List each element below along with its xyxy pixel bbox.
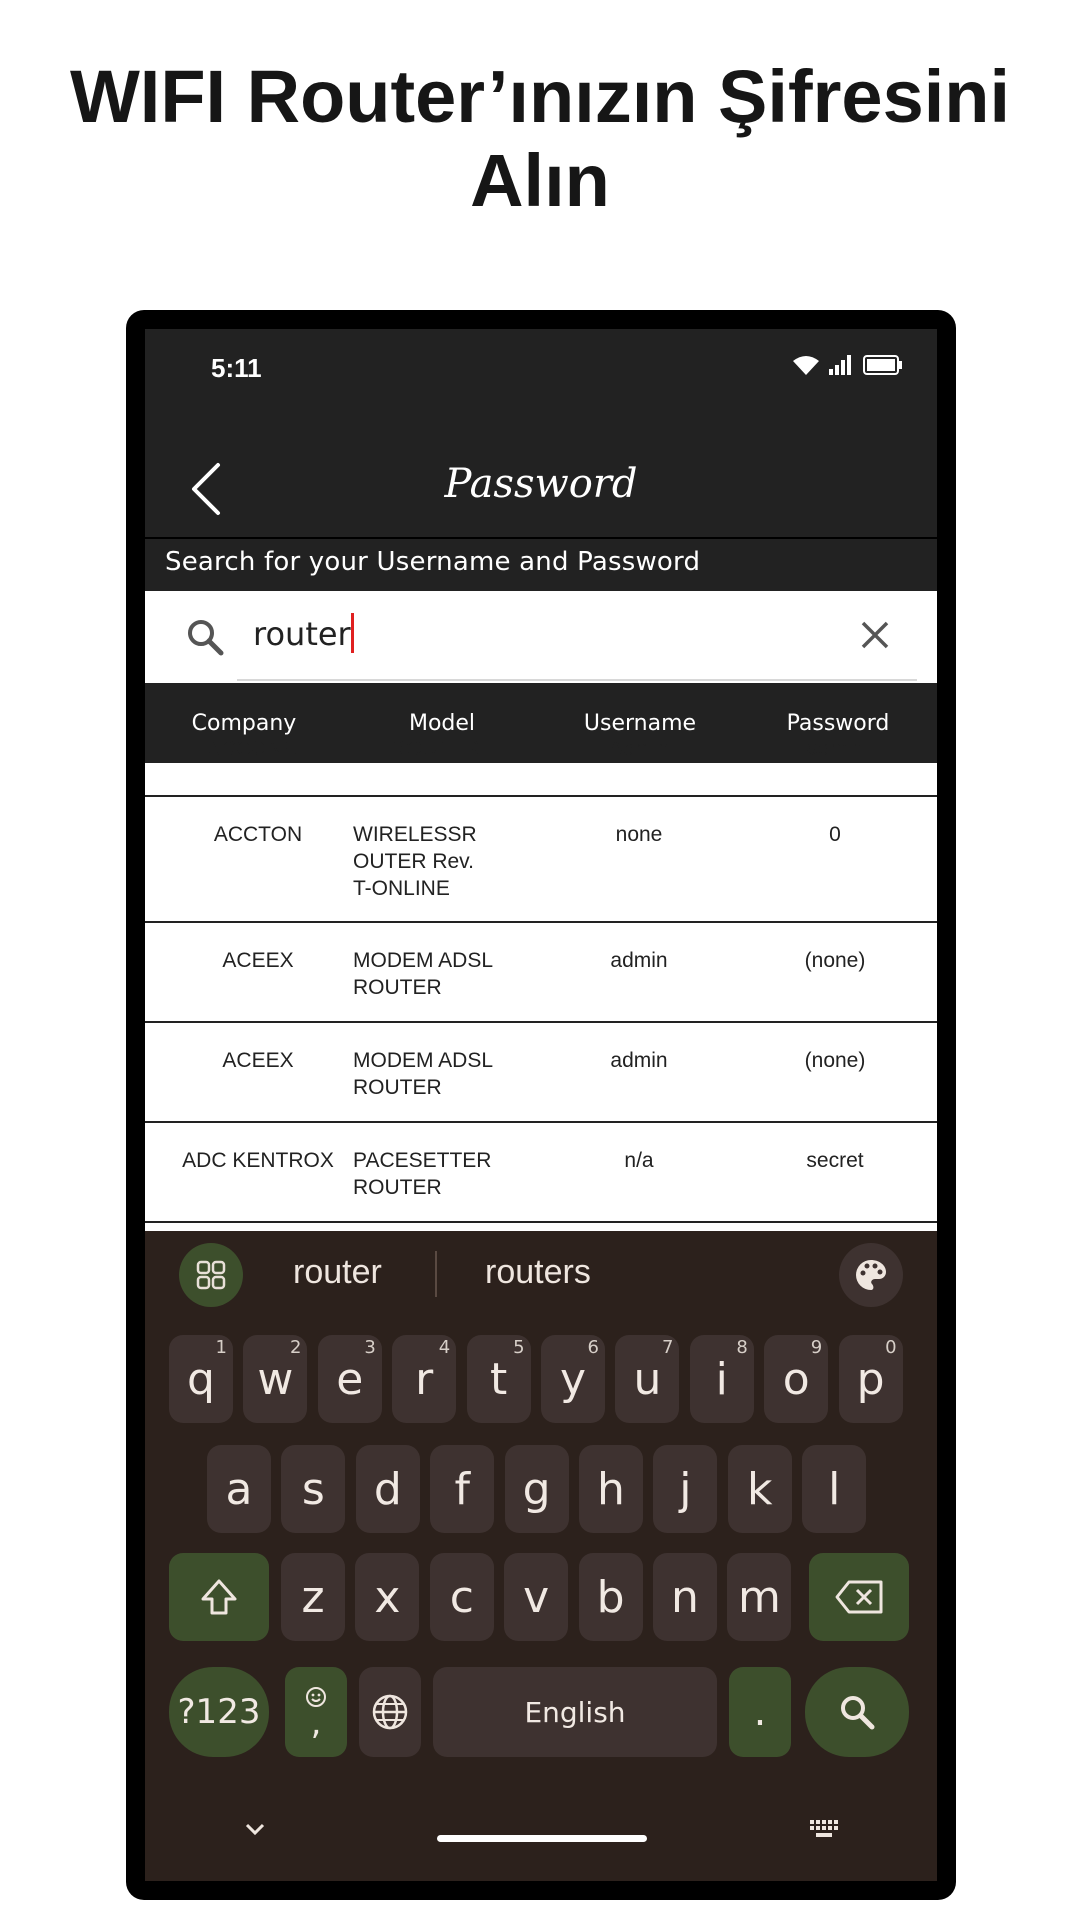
key-f[interactable]	[430, 1445, 494, 1533]
key-p[interactable]	[839, 1335, 903, 1423]
key-label: z	[301, 1571, 325, 1623]
key-u[interactable]	[615, 1335, 679, 1423]
table-row[interactable]	[145, 1023, 937, 1123]
emoji-comma-key[interactable]	[285, 1667, 347, 1757]
key-hint: 5	[513, 1337, 525, 1358]
backspace-key[interactable]	[809, 1553, 909, 1641]
key-hint: 3	[364, 1337, 376, 1358]
phone-frame	[126, 310, 956, 1900]
wifi-icon	[793, 355, 819, 375]
search-underline	[237, 679, 917, 681]
key-s[interactable]	[281, 1445, 345, 1533]
key-d[interactable]	[356, 1445, 420, 1533]
status-icons	[793, 355, 903, 375]
key-n[interactable]	[653, 1553, 717, 1641]
key-label: e	[336, 1353, 364, 1405]
key-label: j	[679, 1463, 692, 1515]
key-label: b	[596, 1571, 625, 1623]
key-j[interactable]	[653, 1445, 717, 1533]
backspace-icon	[835, 1580, 883, 1614]
home-indicator[interactable]	[437, 1835, 647, 1842]
divider	[145, 537, 937, 539]
results-table[interactable]	[145, 737, 937, 1231]
key-x[interactable]	[355, 1553, 419, 1641]
table-row[interactable]	[145, 1123, 937, 1223]
key-b[interactable]	[579, 1553, 643, 1641]
key-hint: 4	[438, 1337, 451, 1358]
key-label: q	[187, 1353, 215, 1405]
promo-line-1: WIFI Router’ınızın Şifresini	[69, 55, 1011, 138]
key-hint: 2	[289, 1337, 302, 1358]
status-time: 5:11	[211, 353, 262, 383]
text-caret	[351, 613, 354, 653]
symbols-key[interactable]: ?123	[169, 1667, 269, 1757]
promo-line-2: Alın	[470, 139, 610, 222]
column-header-model: Model	[408, 710, 476, 736]
key-o[interactable]	[764, 1335, 828, 1423]
search-icon	[185, 617, 225, 657]
cell-model-line: ROUTER	[353, 1076, 442, 1099]
cell-password: admin	[806, 737, 864, 760]
key-label: c	[449, 1571, 474, 1623]
key-label: i	[715, 1353, 728, 1405]
cell-model	[353, 1147, 513, 1201]
table-row[interactable]	[145, 735, 937, 797]
apps-grid-icon	[196, 1260, 226, 1290]
cell-company: ACEEX	[222, 1049, 294, 1072]
key-w[interactable]	[243, 1335, 307, 1423]
suggestion-strip	[145, 1231, 937, 1321]
page-title: Password	[444, 461, 638, 507]
search-input[interactable]	[253, 613, 354, 653]
soft-keyboard	[145, 1231, 937, 1881]
key-r[interactable]	[392, 1335, 456, 1423]
key-label: h	[597, 1463, 625, 1515]
keyboard-search-icon	[838, 1693, 876, 1731]
key-label: k	[747, 1463, 773, 1515]
key-g[interactable]	[505, 1445, 569, 1533]
key-label: r	[415, 1353, 434, 1405]
cell-model-line: T-ONLINE	[353, 877, 450, 900]
cell-model	[353, 1047, 513, 1101]
period-key[interactable]: .	[729, 1667, 791, 1757]
cell-password: (none)	[804, 949, 866, 972]
key-label: u	[633, 1353, 662, 1405]
key-label: s	[301, 1463, 325, 1515]
search-bar	[145, 591, 937, 683]
cell-model	[353, 947, 513, 1001]
key-m[interactable]	[727, 1553, 791, 1641]
key-label: n	[671, 1571, 699, 1623]
apps-grid-button[interactable]	[179, 1243, 243, 1307]
signal-icon	[829, 355, 853, 375]
key-hint: 1	[215, 1337, 227, 1358]
language-key[interactable]	[359, 1667, 421, 1757]
cell-password: 0	[829, 823, 841, 846]
key-label: l	[828, 1463, 841, 1515]
shift-icon	[199, 1577, 239, 1617]
cell-username: admin	[610, 949, 668, 972]
battery-icon	[863, 355, 903, 375]
cell-model-line: ROUTER	[353, 1176, 442, 1199]
key-hint: 8	[736, 1337, 748, 1358]
promo-heading	[0, 55, 1080, 223]
column-header-password: Password	[786, 710, 890, 736]
key-label: g	[522, 1463, 551, 1515]
palette-icon	[854, 1258, 888, 1292]
search-hint: Search for your Username and Password	[165, 547, 701, 577]
cell-username: admin	[610, 1049, 668, 1072]
key-v[interactable]	[504, 1553, 568, 1641]
cell-model	[353, 821, 513, 902]
key-label: a	[225, 1463, 253, 1515]
key-q[interactable]	[169, 1335, 233, 1423]
globe-icon	[371, 1693, 409, 1731]
key-label: t	[489, 1353, 508, 1405]
cell-model-line: MODEM ADSL	[353, 949, 494, 972]
cell-username: none	[615, 823, 663, 846]
cell-model: ROUTER	[390, 737, 480, 760]
table-row[interactable]	[145, 923, 937, 1023]
cell-company: ACEEX	[222, 949, 294, 972]
cell-password: secret	[806, 1149, 864, 1172]
key-i[interactable]	[690, 1335, 754, 1423]
key-z[interactable]	[281, 1553, 345, 1641]
key-c[interactable]	[430, 1553, 494, 1641]
key-hint: 9	[810, 1337, 823, 1358]
key-label: p	[856, 1353, 885, 1405]
cell-username: Admin	[609, 737, 669, 760]
key-label: v	[523, 1571, 550, 1623]
key-h[interactable]	[579, 1445, 643, 1533]
key-label: y	[559, 1353, 587, 1405]
phone-screen	[145, 329, 937, 1881]
cell-model-line: OUTER Rev.	[353, 850, 474, 873]
cell-password: (none)	[804, 1049, 866, 1072]
search-input-value: router	[253, 615, 351, 653]
key-label: o	[782, 1353, 810, 1405]
chevron-down-icon[interactable]	[243, 1821, 267, 1837]
suggestion-divider	[435, 1251, 437, 1297]
cell-company: ACCTON	[213, 823, 303, 846]
key-label: m	[737, 1571, 781, 1623]
comma-label: ,	[310, 1703, 322, 1743]
key-k[interactable]	[728, 1445, 792, 1533]
palette-button[interactable]	[839, 1243, 903, 1307]
cell-model-line: ROUTER	[353, 976, 442, 999]
key-hint: 7	[661, 1337, 674, 1358]
status-bar	[145, 329, 937, 409]
cell-model-line: MODEM ADSL	[353, 1049, 494, 1072]
clear-icon[interactable]	[859, 619, 891, 651]
shift-key[interactable]	[169, 1553, 269, 1641]
key-e[interactable]	[318, 1335, 382, 1423]
key-y[interactable]	[541, 1335, 605, 1423]
key-a[interactable]	[207, 1445, 271, 1533]
key-label: f	[454, 1463, 470, 1515]
key-t[interactable]	[467, 1335, 531, 1423]
key-label: x	[374, 1571, 401, 1623]
cell-username: n/a	[624, 1149, 654, 1172]
cell-company: ADC KENTROX	[182, 1149, 334, 1172]
key-hint: 6	[587, 1337, 599, 1358]
key-hint: 0	[885, 1337, 897, 1358]
key-label: d	[373, 1463, 402, 1515]
table-row[interactable]	[145, 797, 937, 923]
suggestion-1[interactable]: router	[293, 1253, 382, 1291]
key-label: w	[257, 1353, 294, 1405]
cell-company: ACCONET	[206, 737, 310, 760]
key-l[interactable]	[802, 1445, 866, 1533]
column-header-company: Company	[191, 710, 297, 736]
suggestion-2[interactable]: routers	[485, 1253, 591, 1291]
cell-model-line: WIRELESSR	[353, 823, 477, 846]
keyboard-icon[interactable]	[809, 1819, 839, 1839]
space-key[interactable]: English	[433, 1667, 717, 1757]
app-bar	[145, 429, 937, 549]
table-rows	[145, 735, 937, 1223]
column-header-username: Username	[583, 710, 697, 736]
search-action-key[interactable]	[805, 1667, 909, 1757]
cell-model-line: PACESETTER	[353, 1149, 492, 1172]
